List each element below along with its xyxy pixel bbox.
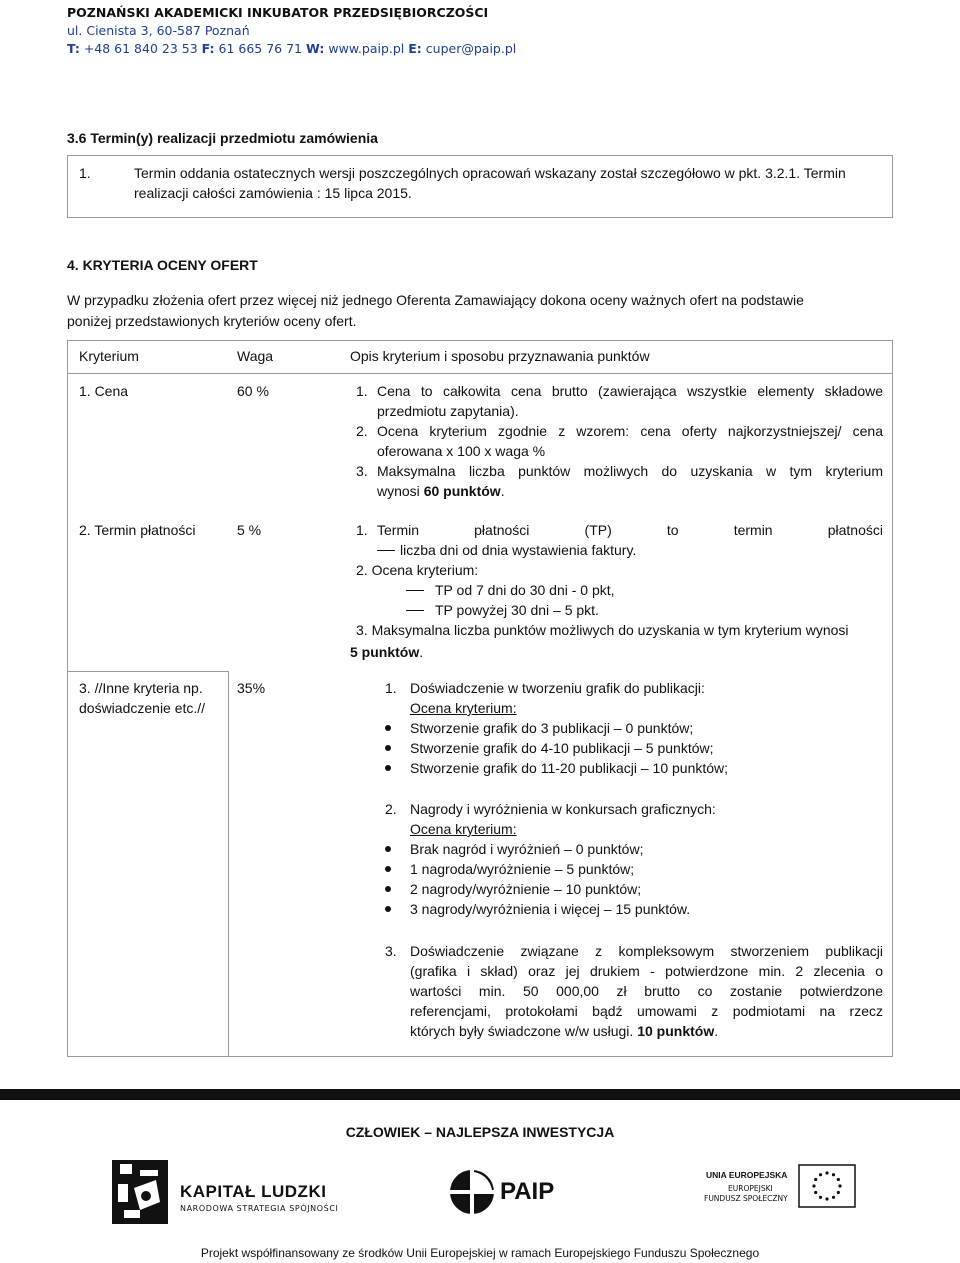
row-3-criterion-cell (228, 671, 229, 1057)
bullet-icon (385, 906, 391, 912)
row-1-desc-2-line-2: oferowana x 100 x waga % (377, 443, 546, 459)
row-3-group-2-title: Nagrody i wyróżnienia w konkursach graficznych: (410, 801, 716, 817)
kapital-ludzki-sub: NARODOWA STRATEGIA SPÓJNOŚCI (180, 1204, 339, 1213)
kapital-ludzki-logo (110, 1158, 350, 1228)
row-3-criterion-cell-bottom (67, 671, 228, 672)
dash-bullet (406, 590, 424, 591)
eu-flag-icon (798, 1164, 856, 1208)
kapital-ludzki-main: KAPITAŁ LUDZKI (180, 1182, 327, 1201)
row-3-group-1-number: 1. (385, 680, 397, 696)
row-1-desc-3-number: 3. (356, 463, 368, 479)
paip-emblem-icon (448, 1168, 496, 1216)
row-3-criterion-line-2: doświadczenie etc.// (79, 700, 206, 716)
row-2-criterion: 2. Termin płatności (79, 522, 196, 538)
row-2-desc-1-line-1: Termin płatności (TP) to termin płatności (377, 522, 883, 538)
row-3-group-3-line-1: Doświadczenie związane z kompleksowym stworzeniem publikacji (410, 943, 883, 959)
row-1-desc-1-line-1: Cena to całkowita cena brutto (zawierająca wszystkie elementy składowe (377, 383, 883, 399)
row-1-desc-1-line-2: przedmiotu zapytania). (377, 403, 519, 419)
row-3-max-points: 10 punktów (637, 1023, 715, 1039)
letterhead (67, 4, 767, 58)
eu-logo (700, 1158, 860, 1228)
table-header-description: Opis kryterium i sposobu przyznawania punktów (350, 348, 650, 364)
section-4-title: 4. KRYTERIA OCENY OFERT (67, 257, 258, 273)
bullet-icon (385, 745, 391, 751)
bullet-icon (385, 725, 391, 731)
row-3-group-1-title: Doświadczenie w tworzeniu grafik do publikacji: (410, 680, 705, 696)
row-2-max-points: 5 punktów (350, 644, 420, 660)
website-link[interactable]: www.paip.pl (328, 41, 405, 56)
bullet-icon (385, 886, 391, 892)
row-2-weight: 5 % (237, 522, 262, 538)
email-link[interactable]: cuper@paip.pl (425, 41, 517, 56)
dash-bullet (377, 550, 395, 551)
organization-address: ul. Cienista 3, 60-587 Poznań (67, 23, 250, 38)
row-3-group-1-item: Stworzenie grafik do 4-10 publikacji – 5 punktów; (410, 740, 714, 756)
row-1-desc-1-number: 1. (356, 383, 368, 399)
section-3-6-title: 3.6 Termin(y) realizacji przedmiotu zamówienia (67, 130, 378, 146)
table-header-criterion: Kryterium (79, 348, 139, 364)
organization-name: POZNAŃSKI AKADEMICKI INKUBATOR PRZEDSIĘBIORCZOŚCI (67, 5, 489, 20)
footer-divider (0, 1089, 960, 1100)
row-1-desc-3-line-2: wynosi 60 punktów. (377, 483, 505, 499)
section-4-intro-line-1: W przypadku złożenia ofert przez więcej niż jednego Oferenta Zamawiający dokona oceny ważnych ofert na podstawie (67, 292, 804, 308)
row-3-group-2-number: 2. (385, 801, 397, 817)
row-3-weight: 35% (237, 680, 266, 696)
row-2-desc-3-line-2: 5 punktów. (350, 644, 424, 660)
row-2-desc-1-line-2: liczba dni od dnia wystawienia faktury. (400, 542, 637, 558)
funding-statement: Projekt współfinansowany ze środków Unii Europejskiej w ramach Europejskiego Funduszu Społecznego (200, 1246, 760, 1260)
section-4-intro-line-2: poniżej przedstawionych kryteriów oceny ofert. (67, 313, 357, 329)
row-1-desc-2-number: 2. (356, 423, 368, 439)
row-2-desc-1-number: 1. (356, 522, 368, 538)
row-3-criterion-line-1: 3. //Inne kryteria np. (79, 680, 203, 696)
row-3-group-2-subtitle: Ocena kryterium: (410, 821, 517, 837)
row-3-group-3-line-4: referencjami, protokołami bądź umowami z podmiotami na rzecz (410, 1003, 883, 1019)
row-1-desc-3-line-1: Maksymalna liczba punktów możliwych do uzyskania w tym kryterium (377, 463, 883, 479)
table-header-weight: Waga (237, 348, 274, 364)
row-1-weight: 60 % (237, 383, 269, 399)
row-3-group-3-line-2: (grafika i skład) oraz jej drukiem - potwierdzone min. 2 zlecenia o (410, 963, 883, 979)
bullet-icon (385, 866, 391, 872)
row-3-group-2-item: 1 nagroda/wyróżnienie – 5 punktów; (410, 861, 635, 877)
row-3-group-3-line-5: których były świadczone w/w usługi. 10 punktów. (410, 1023, 719, 1039)
row-3-group-2-item: 2 nagrody/wyróżnienie – 10 punktów; (410, 881, 642, 897)
row-3-group-3-line-3: wartości min. 50 000,00 zł brutto co zostanie potwierdzone (410, 983, 883, 999)
row-3-group-1-item: Stworzenie grafik do 11-20 publikacji – 10 punktów; (410, 760, 729, 776)
footer-slogan: CZŁOWIEK – NAJLEPSZA INWESTYCJA (345, 1124, 615, 1140)
row-3-group-2-item: Brak nagród i wyróżnień – 0 punktów; (410, 841, 644, 857)
dash-bullet (406, 610, 424, 611)
paip-wordmark: PAIP (500, 1178, 555, 1205)
row-2-desc-3: 3. Maksymalna liczba punktów możliwych do uzyskania w tym kryterium wynosi (356, 622, 849, 638)
section-3-6-item-number: 1. (79, 165, 91, 181)
row-2-desc-2-b: TP powyżej 30 dni – 5 pkt. (435, 602, 599, 618)
bullet-icon (385, 846, 391, 852)
section-3-6-item-line-2: realizacji całości zamówienia : 15 lipca 2015. (134, 185, 412, 201)
row-3-group-3-number: 3. (385, 943, 397, 959)
row-3-group-1-subtitle: Ocena kryterium: (410, 700, 517, 716)
kapital-ludzki-emblem-icon (110, 1158, 170, 1226)
row-3-group-1-item: Stworzenie grafik do 3 publikacji – 0 punktów; (410, 720, 694, 736)
section-3-6-item-line-1: Termin oddania ostatecznych wersji poszczególnych opracowań wskazany został szczegółowo w pkt. 3.2.1. Termin (134, 165, 846, 181)
paip-logo (448, 1158, 568, 1228)
eu-logo-line-3: FUNDUSZ SPOŁECZNY (704, 1194, 788, 1203)
organization-contact: T: +48 61 840 23 53 F: 61 665 76 71 W: www.paip.pl E: cuper@paip.pl (67, 41, 517, 56)
eu-logo-line-1: UNIA EUROPEJSKA (706, 1170, 788, 1180)
phone-number: +48 61 840 23 53 (83, 41, 198, 56)
row-1-criterion: 1. Cena (79, 383, 129, 399)
eu-logo-line-2: EUROPEJSKI (728, 1184, 773, 1193)
row-1-desc-2-line-1: Ocena kryterium zgodnie z wzorem: cena oferty najkorzystniejszej/ cena (377, 423, 883, 439)
row-3-group-2-item: 3 nagrody/wyróżnienia i więcej – 15 punktów. (410, 901, 691, 917)
row-1-max-points: 60 punktów (423, 483, 501, 499)
bullet-icon (385, 765, 391, 771)
row-2-desc-2-a: TP od 7 dni do 30 dni - 0 pkt, (435, 582, 615, 598)
fax-number: 61 665 76 71 (218, 41, 303, 56)
row-2-desc-2: 2. Ocena kryterium: (356, 562, 479, 578)
